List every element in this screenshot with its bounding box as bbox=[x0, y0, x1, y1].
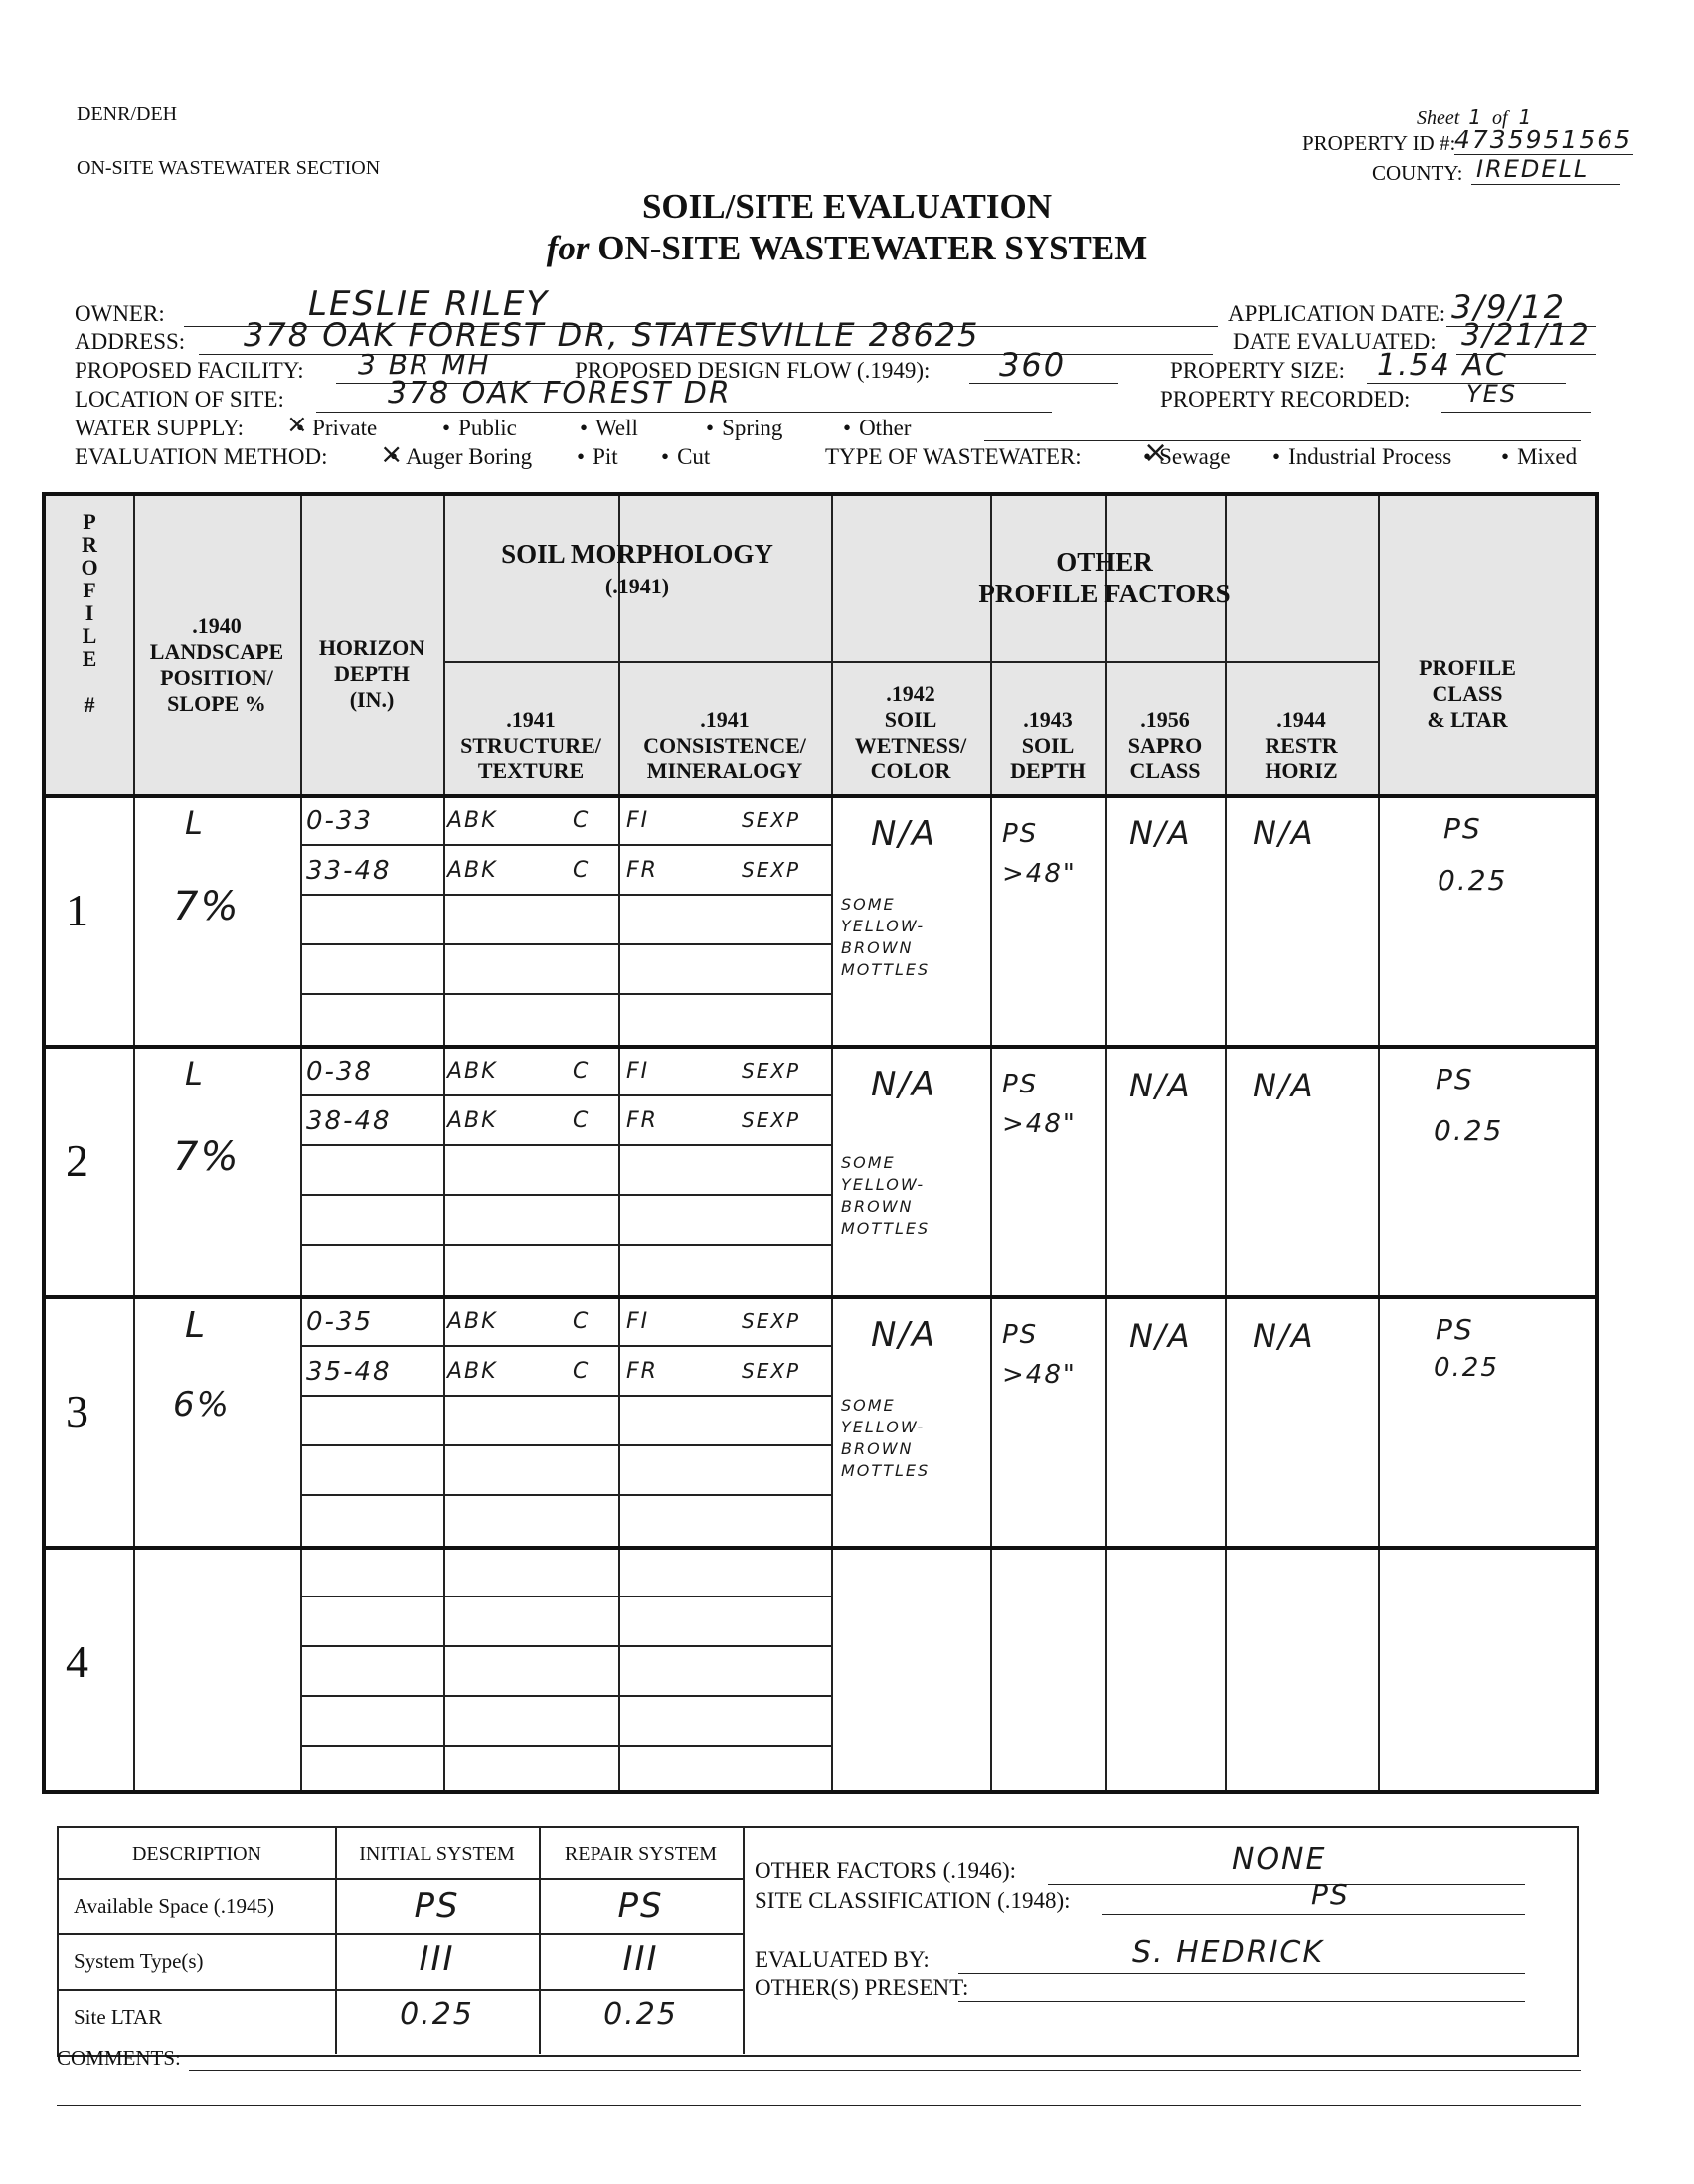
profile-table bbox=[42, 492, 1599, 1794]
horizon-depth: 33-48 bbox=[306, 856, 392, 886]
owner-label: OWNER: bbox=[75, 301, 165, 326]
system-type-repair[interactable]: III bbox=[622, 1939, 659, 1979]
others-present-label: OTHER(S) PRESENT: bbox=[755, 1975, 969, 2000]
header-landscape: .1940 LANDSCAPE POSITION/ SLOPE % bbox=[149, 613, 284, 716]
header-wetness: .1942 SOIL WETNESS/ COLOR bbox=[854, 681, 967, 783]
header-profile-class: PROFILE CLASS & LTAR bbox=[1419, 655, 1516, 732]
wastewater-option-industrial[interactable]: • Industrial Process bbox=[1272, 444, 1451, 470]
owner-value[interactable]: LESLIE RILEY bbox=[308, 284, 550, 324]
site-classification-label: SITE CLASSIFICATION (.1948): bbox=[755, 1888, 1071, 1913]
texture: C bbox=[573, 808, 591, 833]
wetness-note: SOME YELLOW- BROWN MOTTLES bbox=[841, 1153, 931, 1238]
structure: ABK bbox=[447, 858, 498, 883]
wastewater-option-mixed[interactable]: • Mixed bbox=[1501, 444, 1577, 470]
property-size-label: PROPERTY SIZE: bbox=[1170, 358, 1346, 383]
header-structure: .1941 STRUCTURE/ TEXTURE bbox=[460, 707, 601, 783]
form-subtitle bbox=[0, 229, 1694, 268]
sewage-check-mark: × bbox=[1143, 435, 1171, 470]
consistence: FR bbox=[626, 858, 658, 883]
texture: C bbox=[573, 1309, 591, 1334]
county-value: IREDELL bbox=[1476, 155, 1590, 183]
subtitle-for: for bbox=[546, 229, 590, 267]
horizon-depth: 0-33 bbox=[306, 806, 374, 836]
date-evaluated-value[interactable]: 3/21/12 bbox=[1461, 318, 1591, 353]
property-id-value: 4735951565 bbox=[1454, 125, 1633, 154]
comments-label: COMMENTS: bbox=[57, 2046, 181, 2070]
location-value[interactable]: 378 OAK FOREST DR bbox=[388, 376, 732, 411]
water-option-spring[interactable]: • Spring bbox=[706, 416, 782, 441]
evaluated-by-signature[interactable]: S. HEDRICK bbox=[1132, 1935, 1325, 1970]
water-option-other[interactable]: • Other bbox=[843, 416, 911, 441]
header-restr: .1944 RESTR HORIZ bbox=[1265, 707, 1338, 783]
description-header: DESCRIPTION bbox=[131, 1843, 261, 1865]
application-date-label: APPLICATION DATE: bbox=[1228, 301, 1446, 326]
mineralogy: SEXP bbox=[742, 1108, 801, 1132]
structure: ABK bbox=[447, 808, 498, 833]
mineralogy: SEXP bbox=[742, 808, 801, 832]
mineralogy: SEXP bbox=[742, 858, 801, 882]
landscape-position: L bbox=[185, 804, 205, 842]
water-option-well[interactable]: • Well bbox=[580, 416, 638, 441]
facility-label: PROPOSED FACILITY: bbox=[75, 358, 304, 383]
wastewater-option-sewage[interactable]: • Sewage bbox=[1143, 444, 1231, 470]
property-recorded-value[interactable]: YES bbox=[1466, 380, 1518, 408]
soil-depth: PS >48" bbox=[1002, 819, 1077, 889]
header-soil-depth: .1943 SOIL DEPTH bbox=[1010, 707, 1086, 783]
site-ltar-label: Site LTAR bbox=[74, 2005, 163, 2029]
site-ltar-initial[interactable]: 0.25 bbox=[400, 1997, 474, 2032]
address-label: ADDRESS: bbox=[75, 329, 186, 354]
sheet-total: 1 bbox=[1518, 105, 1534, 129]
method-option-cut[interactable]: • Cut bbox=[661, 444, 710, 470]
header-soil-morphology-code: (.1941) bbox=[604, 574, 670, 598]
profile-class: PS bbox=[1443, 812, 1482, 845]
sheet-of-label: of bbox=[1492, 107, 1508, 129]
horizon-depth: 0-38 bbox=[306, 1057, 374, 1087]
design-flow-value[interactable]: 360 bbox=[999, 346, 1067, 384]
design-flow-label: PROPOSED DESIGN FLOW (.1949): bbox=[575, 358, 931, 383]
consistence: FI bbox=[626, 808, 650, 833]
soil-wetness: N/A bbox=[871, 814, 937, 854]
header-soil-morphology: SOIL MORPHOLOGY bbox=[501, 539, 773, 569]
texture: C bbox=[573, 1108, 591, 1133]
summary-table bbox=[57, 1826, 1579, 2057]
profile-number: 1 bbox=[66, 885, 88, 935]
method-option-auger[interactable]: • Auger Boring bbox=[390, 444, 532, 470]
slope-percent: 7% bbox=[173, 884, 241, 929]
ltar: 0.25 bbox=[1438, 864, 1508, 897]
restrictive-horizon: N/A bbox=[1253, 814, 1315, 852]
site-ltar-repair[interactable]: 0.25 bbox=[603, 1997, 678, 2032]
profile-number: 3 bbox=[66, 1386, 88, 1436]
soil-wetness: N/A bbox=[871, 1065, 937, 1104]
ltar: 0.25 bbox=[1434, 1353, 1499, 1383]
available-space-initial[interactable]: PS bbox=[414, 1886, 460, 1926]
water-option-private[interactable]: • Private bbox=[296, 416, 377, 441]
address-value[interactable]: 378 OAK FOREST DR, STATESVILLE 28625 bbox=[244, 316, 980, 354]
structure: ABK bbox=[447, 1108, 498, 1133]
initial-system-header: INITIAL SYSTEM bbox=[359, 1843, 515, 1865]
restrictive-horizon: N/A bbox=[1253, 1317, 1315, 1355]
landscape-position: L bbox=[185, 1305, 208, 1346]
mineralogy: SEXP bbox=[742, 1309, 801, 1333]
method-option-pit[interactable]: • Pit bbox=[577, 444, 618, 470]
sheet-label: Sheet bbox=[1417, 107, 1460, 129]
repair-system-header: REPAIR SYSTEM bbox=[564, 1843, 718, 1865]
header-other-factors: OTHER PROFILE FACTORS bbox=[978, 547, 1231, 608]
mineralogy: SEXP bbox=[742, 1359, 801, 1383]
date-evaluated-label: DATE EVALUATED: bbox=[1233, 329, 1437, 354]
county-label: COUNTY: bbox=[1372, 161, 1463, 185]
private-check-mark: × bbox=[286, 410, 310, 439]
water-option-public[interactable]: • Public bbox=[442, 416, 517, 441]
wetness-note: SOME YELLOW- BROWN MOTTLES bbox=[841, 1396, 931, 1480]
structure: ABK bbox=[447, 1059, 498, 1084]
profile-number: 4 bbox=[66, 1636, 88, 1687]
property-id-label: PROPERTY ID #: bbox=[1302, 131, 1456, 155]
profile-class: PS bbox=[1436, 1063, 1474, 1095]
horizon-depth: 38-48 bbox=[306, 1106, 392, 1136]
texture: C bbox=[573, 858, 591, 883]
mineralogy: SEXP bbox=[742, 1059, 801, 1083]
header-consistence: .1941 CONSISTENCE/ MINERALOGY bbox=[643, 707, 806, 783]
water-supply-label: WATER SUPPLY: bbox=[75, 416, 245, 440]
horizon-depth: 35-48 bbox=[306, 1357, 392, 1387]
facility-value[interactable]: 3 BR MH bbox=[358, 348, 491, 381]
sapro-class: N/A bbox=[1129, 814, 1192, 852]
landscape-position: L bbox=[185, 1055, 205, 1092]
system-type-initial[interactable]: III bbox=[419, 1939, 455, 1979]
eval-method-label: EVALUATION METHOD: bbox=[75, 444, 328, 469]
other-factors-value[interactable]: NONE bbox=[1232, 1842, 1327, 1877]
slope-percent: 7% bbox=[173, 1134, 241, 1180]
location-label: LOCATION OF SITE: bbox=[75, 387, 284, 412]
wetness-note: SOME YELLOW- BROWN MOTTLES bbox=[841, 895, 931, 979]
soil-depth: PS >48" bbox=[1002, 1320, 1077, 1390]
available-space-repair[interactable]: PS bbox=[617, 1886, 664, 1926]
system-type-label: System Type(s) bbox=[74, 1949, 204, 1973]
slope-percent: 6% bbox=[173, 1385, 231, 1425]
horizon-depth: 0-35 bbox=[306, 1307, 374, 1337]
wastewater-label: TYPE OF WASTEWATER: bbox=[825, 444, 1082, 469]
texture: C bbox=[573, 1059, 591, 1084]
structure: ABK bbox=[447, 1309, 498, 1334]
auger-check-mark: × bbox=[380, 437, 406, 470]
evaluated-by-label: EVALUATED BY: bbox=[755, 1947, 930, 1972]
restrictive-horizon: N/A bbox=[1253, 1067, 1315, 1104]
consistence: FI bbox=[626, 1059, 650, 1084]
available-space-label: Available Space (.1945) bbox=[74, 1894, 274, 1918]
consistence: FI bbox=[626, 1309, 650, 1334]
header-profile: P R O F I L E # bbox=[81, 509, 98, 717]
consistence: FR bbox=[626, 1108, 658, 1133]
property-size-value[interactable]: 1.54 AC bbox=[1377, 348, 1508, 383]
ltar: 0.25 bbox=[1434, 1114, 1504, 1147]
sapro-class: N/A bbox=[1129, 1317, 1192, 1355]
application-date-value[interactable]: 3/9/12 bbox=[1451, 288, 1566, 326]
structure: ABK bbox=[447, 1359, 498, 1384]
agency-label: DENR/DEH bbox=[77, 103, 178, 125]
site-classification-value[interactable]: PS bbox=[1311, 1878, 1350, 1911]
soil-depth: PS >48" bbox=[1002, 1070, 1077, 1139]
soil-wetness: N/A bbox=[871, 1315, 937, 1355]
property-recorded-label: PROPERTY RECORDED: bbox=[1160, 387, 1411, 412]
section-label: ON-SITE WASTEWATER SECTION bbox=[77, 157, 381, 179]
form-title: SOIL/SITE EVALUATION bbox=[641, 187, 1053, 226]
sheet-number: 1 bbox=[1468, 105, 1484, 129]
subtitle-text: ON-SITE WASTEWATER SYSTEM bbox=[597, 229, 1148, 267]
header-horizon: HORIZON DEPTH (IN.) bbox=[318, 635, 425, 712]
consistence: FR bbox=[626, 1359, 658, 1384]
other-factors-label: OTHER FACTORS (.1946): bbox=[755, 1858, 1017, 1883]
header-sapro: .1956 SAPRO CLASS bbox=[1127, 707, 1203, 783]
texture: C bbox=[573, 1359, 591, 1384]
profile-number: 2 bbox=[66, 1135, 88, 1186]
sapro-class: N/A bbox=[1129, 1067, 1192, 1104]
profile-class: PS bbox=[1436, 1313, 1474, 1346]
